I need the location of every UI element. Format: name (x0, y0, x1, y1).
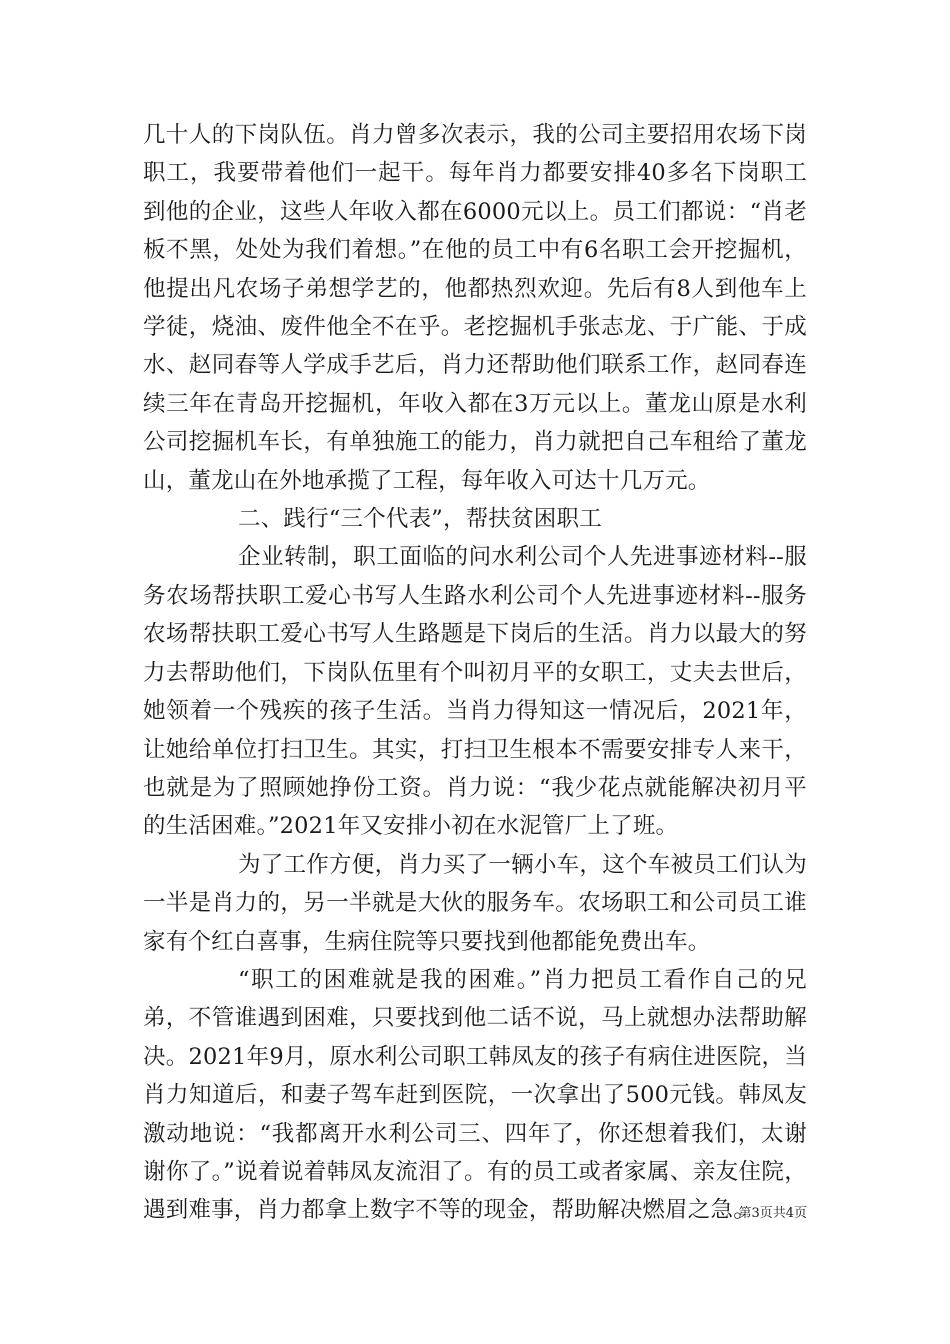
page-number-footer: 第3页共4页 (738, 1206, 807, 1221)
paragraph-service-car: 为了工作方便，肖力买了一辆小车，这个车被员工们认为一半是肖力的，另一半就是大伙的服务车。农场职工和公司员工谁家有个红白喜事，生病住院等只要找到他都能免费出车。 (143, 851, 807, 955)
paragraph-worker-difficulties: “职工的困难就是我的困难。”肖力把员工看作自己的兄弟，不管谁遇到困难，只要找到他二话不说，马上就想办法帮助解决。2021年9月，原水利公司职工韩凤友的孩子有病住进医院，当肖力知道后，和妻子驾车赶到医院，一次拿出了500元钱。韩凤友激动地说：“我都离开水利公司三、四年了，你还想着我们，太谢谢你了。”说着说着韩凤友流泪了。有的员工或者家属、亲友住院，遇到难事，肖力都拿上数字不等的现金，帮助解决燃眉之急。 (143, 966, 807, 1224)
section-heading: 二、践行“三个代表”，帮扶贫困职工 (238, 506, 602, 533)
paragraph-continuation: 几十人的下岗队伍。肖力曾多次表示，我的公司主要招用农场下岗职工，我要带着他们一起干。每年肖力都要安排40多名下岗职工到他的企业，这些人年收入都在6000元以上。员工们都说：“肖老板不黑，处处为我们着想。”在他的员工中有6名职工会开挖掘机，他提出凡农场子弟想学艺的，他都热烈欢迎。先后有8人到他车上学徒，烧油、废件他全不在乎。老挖掘机手张志龙、于广能、于成水、赵同春等人学成手艺后，肖力还帮助他们联系工作，赵同春连续三年在青岛开挖掘机，年收入都在3万元以上。董龙山原是水利公司挖掘机车长，有单独施工的能力，肖力就把自己车租给了董龙山，董龙山在外地承揽了工程，每年收入可达十几万元。 (143, 122, 807, 494)
paragraph-enterprise-restructuring: 企业转制，职工面临的问水利公司个人先进事迹材料--服务农场帮扶职工爱心书写人生路水利公司个人先进事迹材料--服务农场帮扶职工爱心书写人生路题是下岗后的生活。肖力以最大的努力去帮助他们，下岗队伍里有个叫初月平的女职工，丈夫去世后，她领着一个残疾的孩子生活。当肖力得知这一情况后，2021年，让她给单位打扫卫生。其实，打扫卫生根本不需要安排专人来干，也就是为了照顾她挣份工资。肖力说：“我少花点就能解决初月平的生活困难。”2021年又安排小初在水泥管厂上了班。 (143, 544, 807, 840)
document-body (143, 116, 807, 1230)
